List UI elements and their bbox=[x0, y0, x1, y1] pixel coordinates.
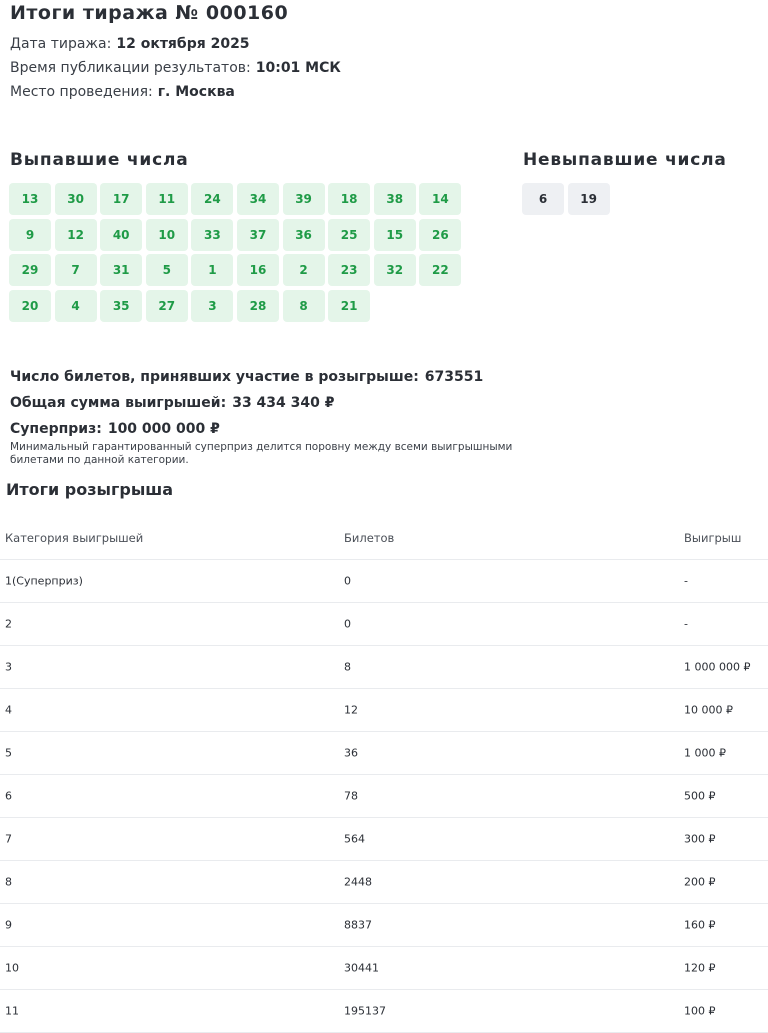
drawn-number: 10 bbox=[146, 219, 188, 251]
row-category: 3 bbox=[5, 660, 12, 674]
row-tickets: 0 bbox=[344, 574, 351, 588]
draw-date bbox=[10, 36, 250, 52]
drawn-number: 21 bbox=[328, 290, 370, 322]
draw-date-value: 12 октября 2025 bbox=[116, 36, 250, 52]
drawn-number: 14 bbox=[419, 183, 461, 215]
drawn-number: 40 bbox=[100, 219, 142, 251]
table-row bbox=[0, 689, 768, 732]
row-category: 9 bbox=[5, 918, 12, 932]
row-category: 2 bbox=[5, 617, 12, 631]
drawn-number: 5 bbox=[146, 254, 188, 286]
drawn-numbers-heading: Выпавшие числа bbox=[10, 150, 189, 170]
drawn-number: 39 bbox=[283, 183, 325, 215]
row-category: 8 bbox=[5, 875, 12, 889]
publish-time-label: Время публикации результатов: bbox=[10, 60, 251, 76]
draw-location-value: г. Москва bbox=[157, 84, 235, 100]
table-row bbox=[0, 861, 768, 904]
drawn-number: 28 bbox=[237, 290, 279, 322]
row-prize: - bbox=[684, 617, 688, 631]
drawn-number: 36 bbox=[283, 219, 325, 251]
row-category: 5 bbox=[5, 746, 12, 760]
table-row bbox=[0, 818, 768, 861]
undrawn-numbers-grid bbox=[522, 183, 610, 215]
row-prize: - bbox=[684, 574, 688, 588]
draw-date-label: Дата тиража: bbox=[10, 36, 112, 52]
header-tickets: Билетов bbox=[344, 530, 395, 545]
row-tickets: 195137 bbox=[344, 1004, 386, 1018]
drawn-number: 18 bbox=[328, 183, 370, 215]
publish-time bbox=[10, 60, 341, 76]
results-table bbox=[0, 516, 768, 1033]
publish-time-value: 10:01 МСК bbox=[255, 60, 341, 76]
drawn-number: 33 bbox=[191, 219, 233, 251]
table-row bbox=[0, 904, 768, 947]
superprize-note: Минимальный гарантированный суперприз делится поровну между всеми выигрышными билетами по данной категории. bbox=[10, 441, 513, 466]
drawn-number: 17 bbox=[100, 183, 142, 215]
drawn-number: 23 bbox=[328, 254, 370, 286]
table-row bbox=[0, 603, 768, 646]
row-tickets: 0 bbox=[344, 617, 351, 631]
row-tickets: 2448 bbox=[344, 875, 372, 889]
header-prize: Выигрыш bbox=[684, 530, 742, 545]
header-category: Категория выигрышей bbox=[5, 530, 144, 545]
table-row bbox=[0, 775, 768, 818]
page-title: Итоги тиража № 000160 bbox=[10, 2, 289, 24]
row-tickets: 36 bbox=[344, 746, 358, 760]
superprize bbox=[10, 421, 220, 437]
undrawn-number: 19 bbox=[568, 183, 610, 215]
drawn-number: 20 bbox=[9, 290, 51, 322]
row-category: 1(Суперприз) bbox=[5, 574, 83, 588]
superprize-value: 100 000 000 ₽ bbox=[107, 421, 220, 437]
drawn-numbers-grid bbox=[9, 183, 461, 322]
drawn-number: 11 bbox=[146, 183, 188, 215]
drawn-number: 22 bbox=[419, 254, 461, 286]
drawn-number: 1 bbox=[191, 254, 233, 286]
tickets-count bbox=[10, 369, 483, 385]
drawn-number: 7 bbox=[55, 254, 97, 286]
drawn-number: 3 bbox=[191, 290, 233, 322]
row-prize: 200 ₽ bbox=[684, 875, 716, 889]
table-row bbox=[0, 732, 768, 775]
row-tickets: 564 bbox=[344, 832, 365, 846]
row-tickets: 12 bbox=[344, 703, 358, 717]
drawn-number: 35 bbox=[100, 290, 142, 322]
row-category: 4 bbox=[5, 703, 12, 717]
table-row bbox=[0, 990, 768, 1033]
row-prize: 160 ₽ bbox=[684, 918, 716, 932]
drawn-number: 37 bbox=[237, 219, 279, 251]
row-category: 11 bbox=[5, 1004, 19, 1018]
table-row bbox=[0, 646, 768, 689]
draw-location-label: Место проведения: bbox=[10, 84, 153, 100]
drawn-number: 25 bbox=[328, 219, 370, 251]
drawn-number: 8 bbox=[283, 290, 325, 322]
total-winnings bbox=[10, 395, 335, 411]
drawn-number: 29 bbox=[9, 254, 51, 286]
drawn-number: 38 bbox=[374, 183, 416, 215]
row-prize: 120 ₽ bbox=[684, 961, 716, 975]
table-header-row bbox=[0, 516, 768, 560]
row-prize: 1 000 000 ₽ bbox=[684, 660, 751, 674]
row-prize: 300 ₽ bbox=[684, 832, 716, 846]
tickets-count-label: Число билетов, принявших участие в розыгрыше: bbox=[10, 369, 419, 385]
draw-location bbox=[10, 84, 235, 100]
row-tickets: 78 bbox=[344, 789, 358, 803]
drawn-number: 9 bbox=[9, 219, 51, 251]
results-heading: Итоги розыгрыша bbox=[6, 480, 174, 499]
row-tickets: 8837 bbox=[344, 918, 372, 932]
row-category: 10 bbox=[5, 961, 19, 975]
row-prize: 500 ₽ bbox=[684, 789, 716, 803]
table-row bbox=[0, 560, 768, 603]
row-prize: 10 000 ₽ bbox=[684, 703, 733, 717]
row-category: 7 bbox=[5, 832, 12, 846]
row-category: 6 bbox=[5, 789, 12, 803]
drawn-number: 27 bbox=[146, 290, 188, 322]
undrawn-number: 6 bbox=[522, 183, 564, 215]
row-tickets: 8 bbox=[344, 660, 351, 674]
row-tickets: 30441 bbox=[344, 961, 379, 975]
drawn-number: 12 bbox=[55, 219, 97, 251]
drawn-number: 26 bbox=[419, 219, 461, 251]
drawn-number: 4 bbox=[55, 290, 97, 322]
drawn-number: 16 bbox=[237, 254, 279, 286]
undrawn-numbers-heading: Невыпавшие числа bbox=[523, 150, 727, 170]
drawn-number: 32 bbox=[374, 254, 416, 286]
total-winnings-value: 33 434 340 ₽ bbox=[232, 395, 335, 411]
row-prize: 1 000 ₽ bbox=[684, 746, 726, 760]
drawn-number: 30 bbox=[55, 183, 97, 215]
drawn-number: 13 bbox=[9, 183, 51, 215]
drawn-number: 34 bbox=[237, 183, 279, 215]
row-prize: 100 ₽ bbox=[684, 1004, 716, 1018]
superprize-label: Суперприз: bbox=[10, 421, 102, 437]
tickets-count-value: 673551 bbox=[424, 369, 484, 385]
drawn-number: 31 bbox=[100, 254, 142, 286]
drawn-number: 15 bbox=[374, 219, 416, 251]
total-winnings-label: Общая сумма выигрышей: bbox=[10, 395, 227, 411]
drawn-number: 24 bbox=[191, 183, 233, 215]
drawn-number: 2 bbox=[283, 254, 325, 286]
table-row bbox=[0, 947, 768, 990]
